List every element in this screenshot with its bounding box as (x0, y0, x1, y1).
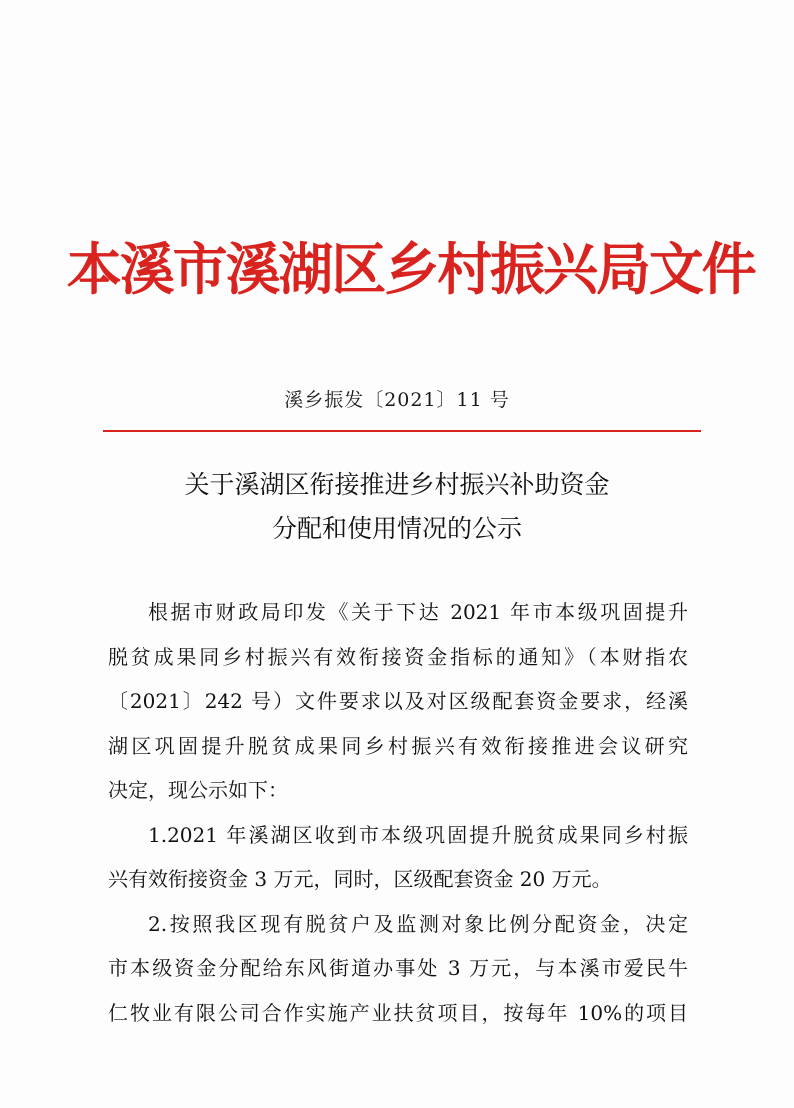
body-line: 脱贫成果同乡村振兴有效衔接资金指标的通知》（本财指农 (108, 644, 688, 669)
body-line: 根据市财政局印发《关于下达 2021 年市本级巩固提升 (148, 600, 688, 624)
notice-body (108, 590, 688, 1035)
red-divider-line (103, 430, 701, 432)
body-line: 1.2021 年溪湖区收到市本级巩固提升脱贫成果同乡村振 (148, 822, 688, 847)
body-line: 2.按照我区现有脱贫户及监测对象比例分配资金，决定 (148, 911, 688, 936)
body-line: 兴有效衔接资金 3 万元，同时，区级配套资金 20 万元。 (108, 867, 612, 891)
body-line: 决定，现公示如下： (108, 778, 288, 802)
document-header-title: 本溪市溪湖区乡村振兴局文件 (66, 237, 755, 303)
body-line: 湖区巩固提升脱贫成果同乡村振兴有效衔接推进会议研究 (108, 733, 688, 758)
body-line: 〔2021〕242 号）文件要求以及对区级配套资金要求，经溪 (108, 689, 688, 713)
notice-title-line-2: 分配和使用情况的公示 (271, 514, 522, 543)
document-number: 溪乡振发〔2021〕11 号 (284, 389, 510, 411)
body-line: 仁牧业有限公司合作实施产业扶贫项目，按每年 10%的项目 (108, 1000, 688, 1025)
notice-title-line-1: 关于溪湖区衔接推进乡村振兴补助资金 (184, 470, 610, 499)
notice-title (0, 463, 794, 551)
body-line: 市本级资金分配给东风街道办事处 3 万元，与本溪市爱民牛 (108, 956, 688, 980)
